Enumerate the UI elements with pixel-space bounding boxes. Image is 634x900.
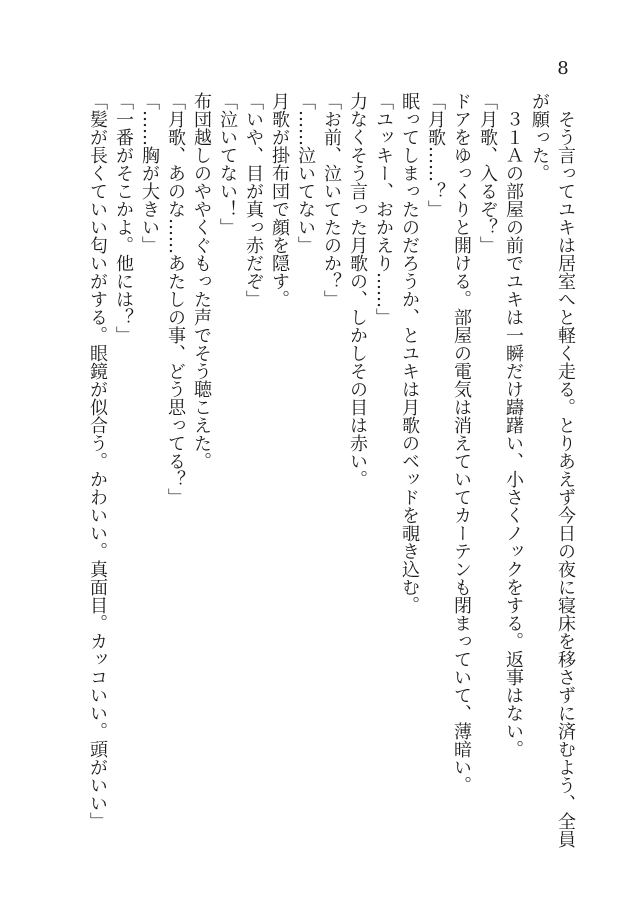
text-line: 「髪が長くていい匂いがする。眼鏡が似合う。かわいい。真面目。カッコいい。頭がいい」 — [87, 92, 108, 830]
text-line: 「……泣いてない」 — [295, 92, 316, 254]
text-line: 「……胸が大きい」 — [139, 92, 160, 254]
text-line: そう言ってユキは居室へと軽く走る。とりあえず今日の夜に寝床を移さずに済むよう、全員 — [555, 92, 576, 848]
text-line: ３１Ａの部屋の前でユキは一瞬だけ躊躇い、小さくノックをする。返事はない。 — [503, 92, 524, 758]
text-line: ドアをゆっくりと開ける。部屋の電気は消えていてカーテンも閉まっていて、薄暗い。 — [451, 92, 472, 794]
text-line: 「月歌……？」 — [425, 92, 446, 218]
page-number: 8 — [557, 58, 569, 79]
text-line: 「ユッキー、おかえり……」 — [373, 92, 394, 326]
text-line: 「一番がそこかよ。他には？」 — [113, 92, 134, 344]
text-line: が願った。 — [529, 92, 550, 182]
text-line: 「泣いてない！」 — [217, 92, 238, 236]
text-line: 眠ってしまったのだろうか、とユキは月歌のベッドを覗き込む。 — [399, 92, 420, 614]
text-line: 布団越しのややくぐもった声でそう聴こえた。 — [191, 92, 212, 470]
text-line: 「いや、目が真っ赤だぞ」 — [243, 92, 264, 308]
text-line: 力なくそう言った月歌の、しかしその目は赤い。 — [347, 92, 368, 488]
text-line: 「お前、泣いてたのか？」 — [321, 92, 342, 308]
vertical-text-body — [84, 92, 578, 848]
text-line: 「月歌、あのな……あたしの事、どう思ってる？」 — [165, 92, 186, 506]
text-line: 「月歌、入るぞ？」 — [477, 92, 498, 254]
text-line: 月歌が掛布団で顔を隠す。 — [269, 92, 290, 308]
